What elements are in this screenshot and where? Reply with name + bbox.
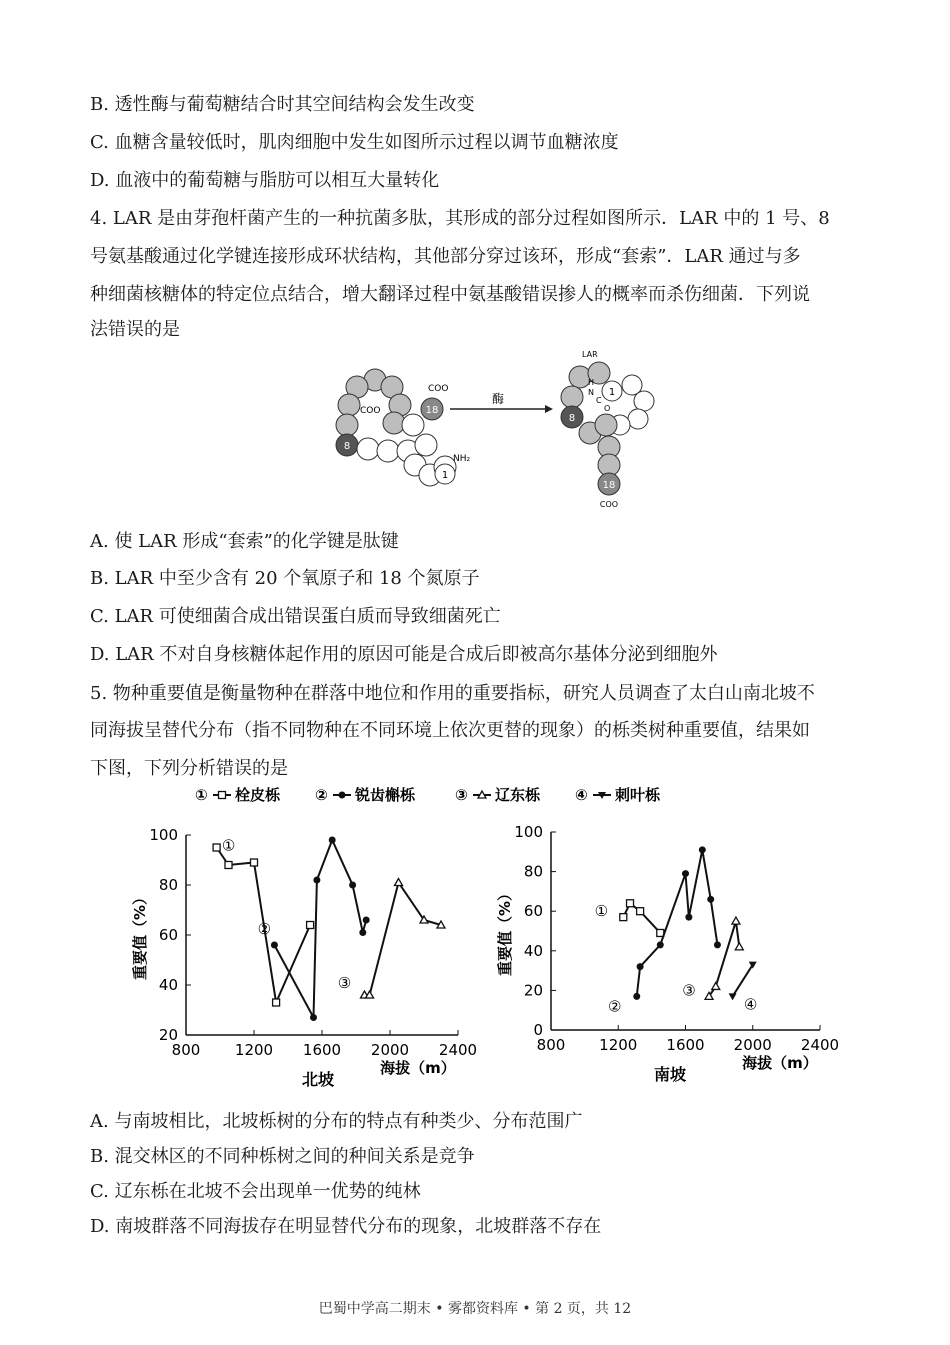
data-point-① xyxy=(307,922,314,929)
data-point-② xyxy=(682,870,689,877)
series-line-② xyxy=(637,850,718,1000)
svg-text:O: O xyxy=(604,404,611,413)
q5-option-d: D. 南坡群落不同海拔存在明显替代分布的现象，北坡群落不存在 xyxy=(90,1216,602,1237)
svg-text:COO: COO xyxy=(428,384,449,394)
series-label-①: ① xyxy=(221,836,236,855)
y-tick-label: 40 xyxy=(523,941,543,960)
chart-legend xyxy=(195,786,661,804)
north-slope-chart xyxy=(131,826,477,1089)
y-tick-label: 60 xyxy=(158,926,178,944)
lar-formation-figure xyxy=(320,345,680,515)
q5-stem-line2: 同海拔呈替代分布（指不同物种在不同环境上依次更替的现象）的栎类树种重要值，结果如 xyxy=(90,720,810,741)
svg-text:COO: COO xyxy=(599,500,619,509)
svg-text:LAR: LAR xyxy=(582,350,598,359)
data-point-② xyxy=(633,993,640,1000)
svg-text:18: 18 xyxy=(602,480,616,491)
x-tick-label: 800 xyxy=(171,1041,201,1059)
series-line-③ xyxy=(365,883,442,996)
q4-option-c: C. LAR 可使细菌合成出错误蛋白质而导致细菌死亡 xyxy=(90,606,501,627)
y-tick-label: 40 xyxy=(158,976,178,994)
x-tick-label: 2000 xyxy=(733,1036,772,1054)
q4-option-b: B. LAR 中至少含有 20 个氧原子和 18 个氮原子 xyxy=(90,568,480,589)
svg-text:1: 1 xyxy=(608,387,616,398)
series-label-②: ② xyxy=(608,997,622,1016)
q5-stem-line3: 下图，下列分析错误的是 xyxy=(90,758,288,779)
y-tick-label: 80 xyxy=(523,862,543,881)
data-point-② xyxy=(714,941,721,948)
x-tick-label: 1200 xyxy=(599,1036,638,1054)
data-point-③ xyxy=(735,943,743,950)
q3-option-b: B. 透性酶与葡萄糖结合时其空间结构会发生改变 xyxy=(90,94,475,115)
data-point-② xyxy=(699,846,706,853)
data-point-② xyxy=(271,942,278,949)
data-point-② xyxy=(657,941,664,948)
legend-marker-1 xyxy=(219,792,226,799)
data-point-② xyxy=(707,896,714,903)
legend-label-4: ④ xyxy=(575,786,588,804)
svg-text:8: 8 xyxy=(568,413,576,424)
legend-text-2: 锐齿槲栎 xyxy=(355,786,416,804)
data-point-② xyxy=(359,929,366,936)
data-point-① xyxy=(627,900,634,907)
q4-stem-line3: 种细菌核糖体的特定位点结合，增大翻译过程中氨基酸错误掺人的概率而杀伤细菌．下列说 xyxy=(90,284,810,305)
chart-title: 南坡 xyxy=(653,1065,687,1084)
data-point-① xyxy=(273,999,280,1006)
x-axis-label: 海拔（m） xyxy=(742,1054,818,1072)
svg-text:18: 18 xyxy=(425,405,439,416)
q3-option-c: C. 血糖含量较低时，肌肉细胞中发生如图所示过程以调节血糖浓度 xyxy=(90,132,619,153)
series-label-②: ② xyxy=(257,920,272,938)
q5-option-b: B. 混交林区的不同种栎树之间的种间关系是竞争 xyxy=(90,1146,475,1167)
data-point-④ xyxy=(729,993,737,1000)
y-tick-label: 60 xyxy=(523,902,543,921)
legend-text-1: 栓皮栎 xyxy=(235,786,281,804)
series-line-④ xyxy=(733,965,753,997)
y-axis-label: 重要值（%） xyxy=(131,889,149,981)
svg-text:H: H xyxy=(588,378,595,387)
series-label-④: ④ xyxy=(743,995,758,1014)
x-tick-label: 2400 xyxy=(438,1041,478,1059)
y-tick-label: 100 xyxy=(514,823,543,841)
svg-text:NH₂: NH₂ xyxy=(453,454,471,464)
q5-option-c: C. 辽东栎在北坡不会出现单一优势的纯林 xyxy=(90,1181,421,1202)
oak-importance-charts xyxy=(0,780,950,1100)
data-point-② xyxy=(637,963,644,970)
q4-option-d: D. LAR 不对自身核糖体起作用的原因可能是合成后即被高尔基体分泌到细胞外 xyxy=(90,644,718,665)
data-point-② xyxy=(363,917,370,924)
y-tick-label: 80 xyxy=(158,876,178,894)
data-point-① xyxy=(251,859,258,866)
y-tick-label: 20 xyxy=(523,981,543,1000)
data-point-③ xyxy=(395,879,403,886)
svg-text:酶: 酶 xyxy=(491,392,505,406)
q4-option-a: A. 使 LAR 形成“套索”的化学键是肽键 xyxy=(90,531,399,552)
q4-stem-line1: 4. LAR 是由芽孢杆菌产生的一种抗菌多肽，其形成的部分过程如图所示．LAR 中的 1 号、8 xyxy=(90,208,830,229)
page-footer: 巴蜀中学高二期末 • 雾都资料库 • 第 2 页，共 12 xyxy=(318,1301,632,1317)
data-point-① xyxy=(620,914,627,921)
y-tick-label: 100 xyxy=(149,826,178,844)
linear-peptide xyxy=(336,369,471,486)
south-slope-chart xyxy=(496,823,839,1084)
data-point-② xyxy=(310,1014,317,1021)
data-point-① xyxy=(637,908,644,915)
series-label-①: ① xyxy=(594,902,609,921)
x-axis-label: 海拔（m） xyxy=(380,1059,456,1077)
q3-option-d: D. 血液中的葡萄糖与脂肪可以相互大量转化 xyxy=(90,170,440,191)
enzyme-arrow xyxy=(450,391,553,413)
chart-title: 北坡 xyxy=(301,1070,335,1089)
data-point-② xyxy=(313,877,320,884)
legend-text-3: 辽东栎 xyxy=(495,786,541,804)
data-point-② xyxy=(685,914,692,921)
series-label-③: ③ xyxy=(337,974,352,992)
data-point-② xyxy=(349,882,356,889)
data-point-③ xyxy=(712,982,720,989)
q4-stem-line2: 号氨基酸通过化学键连接形成环状结构，其他部分穿过该环，形成“套索”．LAR 通过与多 xyxy=(90,246,801,267)
svg-text:COO: COO xyxy=(360,406,381,416)
q5-stem-line1: 5. 物种重要值是衡量物种在群落中地位和作用的重要指标，研究人员调查了太白山南北坡不 xyxy=(90,683,815,704)
legend-label-1: ① xyxy=(195,786,208,804)
x-tick-label: 800 xyxy=(536,1036,566,1054)
data-point-② xyxy=(329,837,336,844)
svg-text:C: C xyxy=(596,396,602,405)
svg-text:1: 1 xyxy=(441,470,449,481)
legend-marker-2 xyxy=(339,792,346,799)
lasso-peptide xyxy=(561,350,654,509)
svg-text:N: N xyxy=(588,388,594,397)
x-tick-label: 2400 xyxy=(800,1036,840,1054)
x-tick-label: 1200 xyxy=(234,1041,274,1059)
x-tick-label: 1600 xyxy=(302,1041,342,1059)
legend-text-4: 刺叶栎 xyxy=(615,786,661,804)
data-point-③ xyxy=(732,917,740,924)
data-point-① xyxy=(225,862,232,869)
y-tick-label: 0 xyxy=(533,1021,543,1039)
legend-label-2: ② xyxy=(315,786,328,804)
q4-stem-line4: 法错误的是 xyxy=(90,319,180,340)
legend-label-3: ③ xyxy=(455,786,468,804)
x-tick-label: 1600 xyxy=(666,1036,705,1054)
q5-option-a: A. 与南坡相比，北坡栎树的分布的特点有种类少、分布范围广 xyxy=(90,1111,583,1132)
y-axis-label: 重要值（%） xyxy=(496,885,514,977)
y-tick-label: 20 xyxy=(158,1026,178,1044)
svg-text:8: 8 xyxy=(343,441,351,452)
data-point-① xyxy=(213,844,220,851)
series-label-③: ③ xyxy=(682,981,696,1000)
x-tick-label: 2000 xyxy=(370,1041,410,1059)
series-line-② xyxy=(274,840,366,1018)
